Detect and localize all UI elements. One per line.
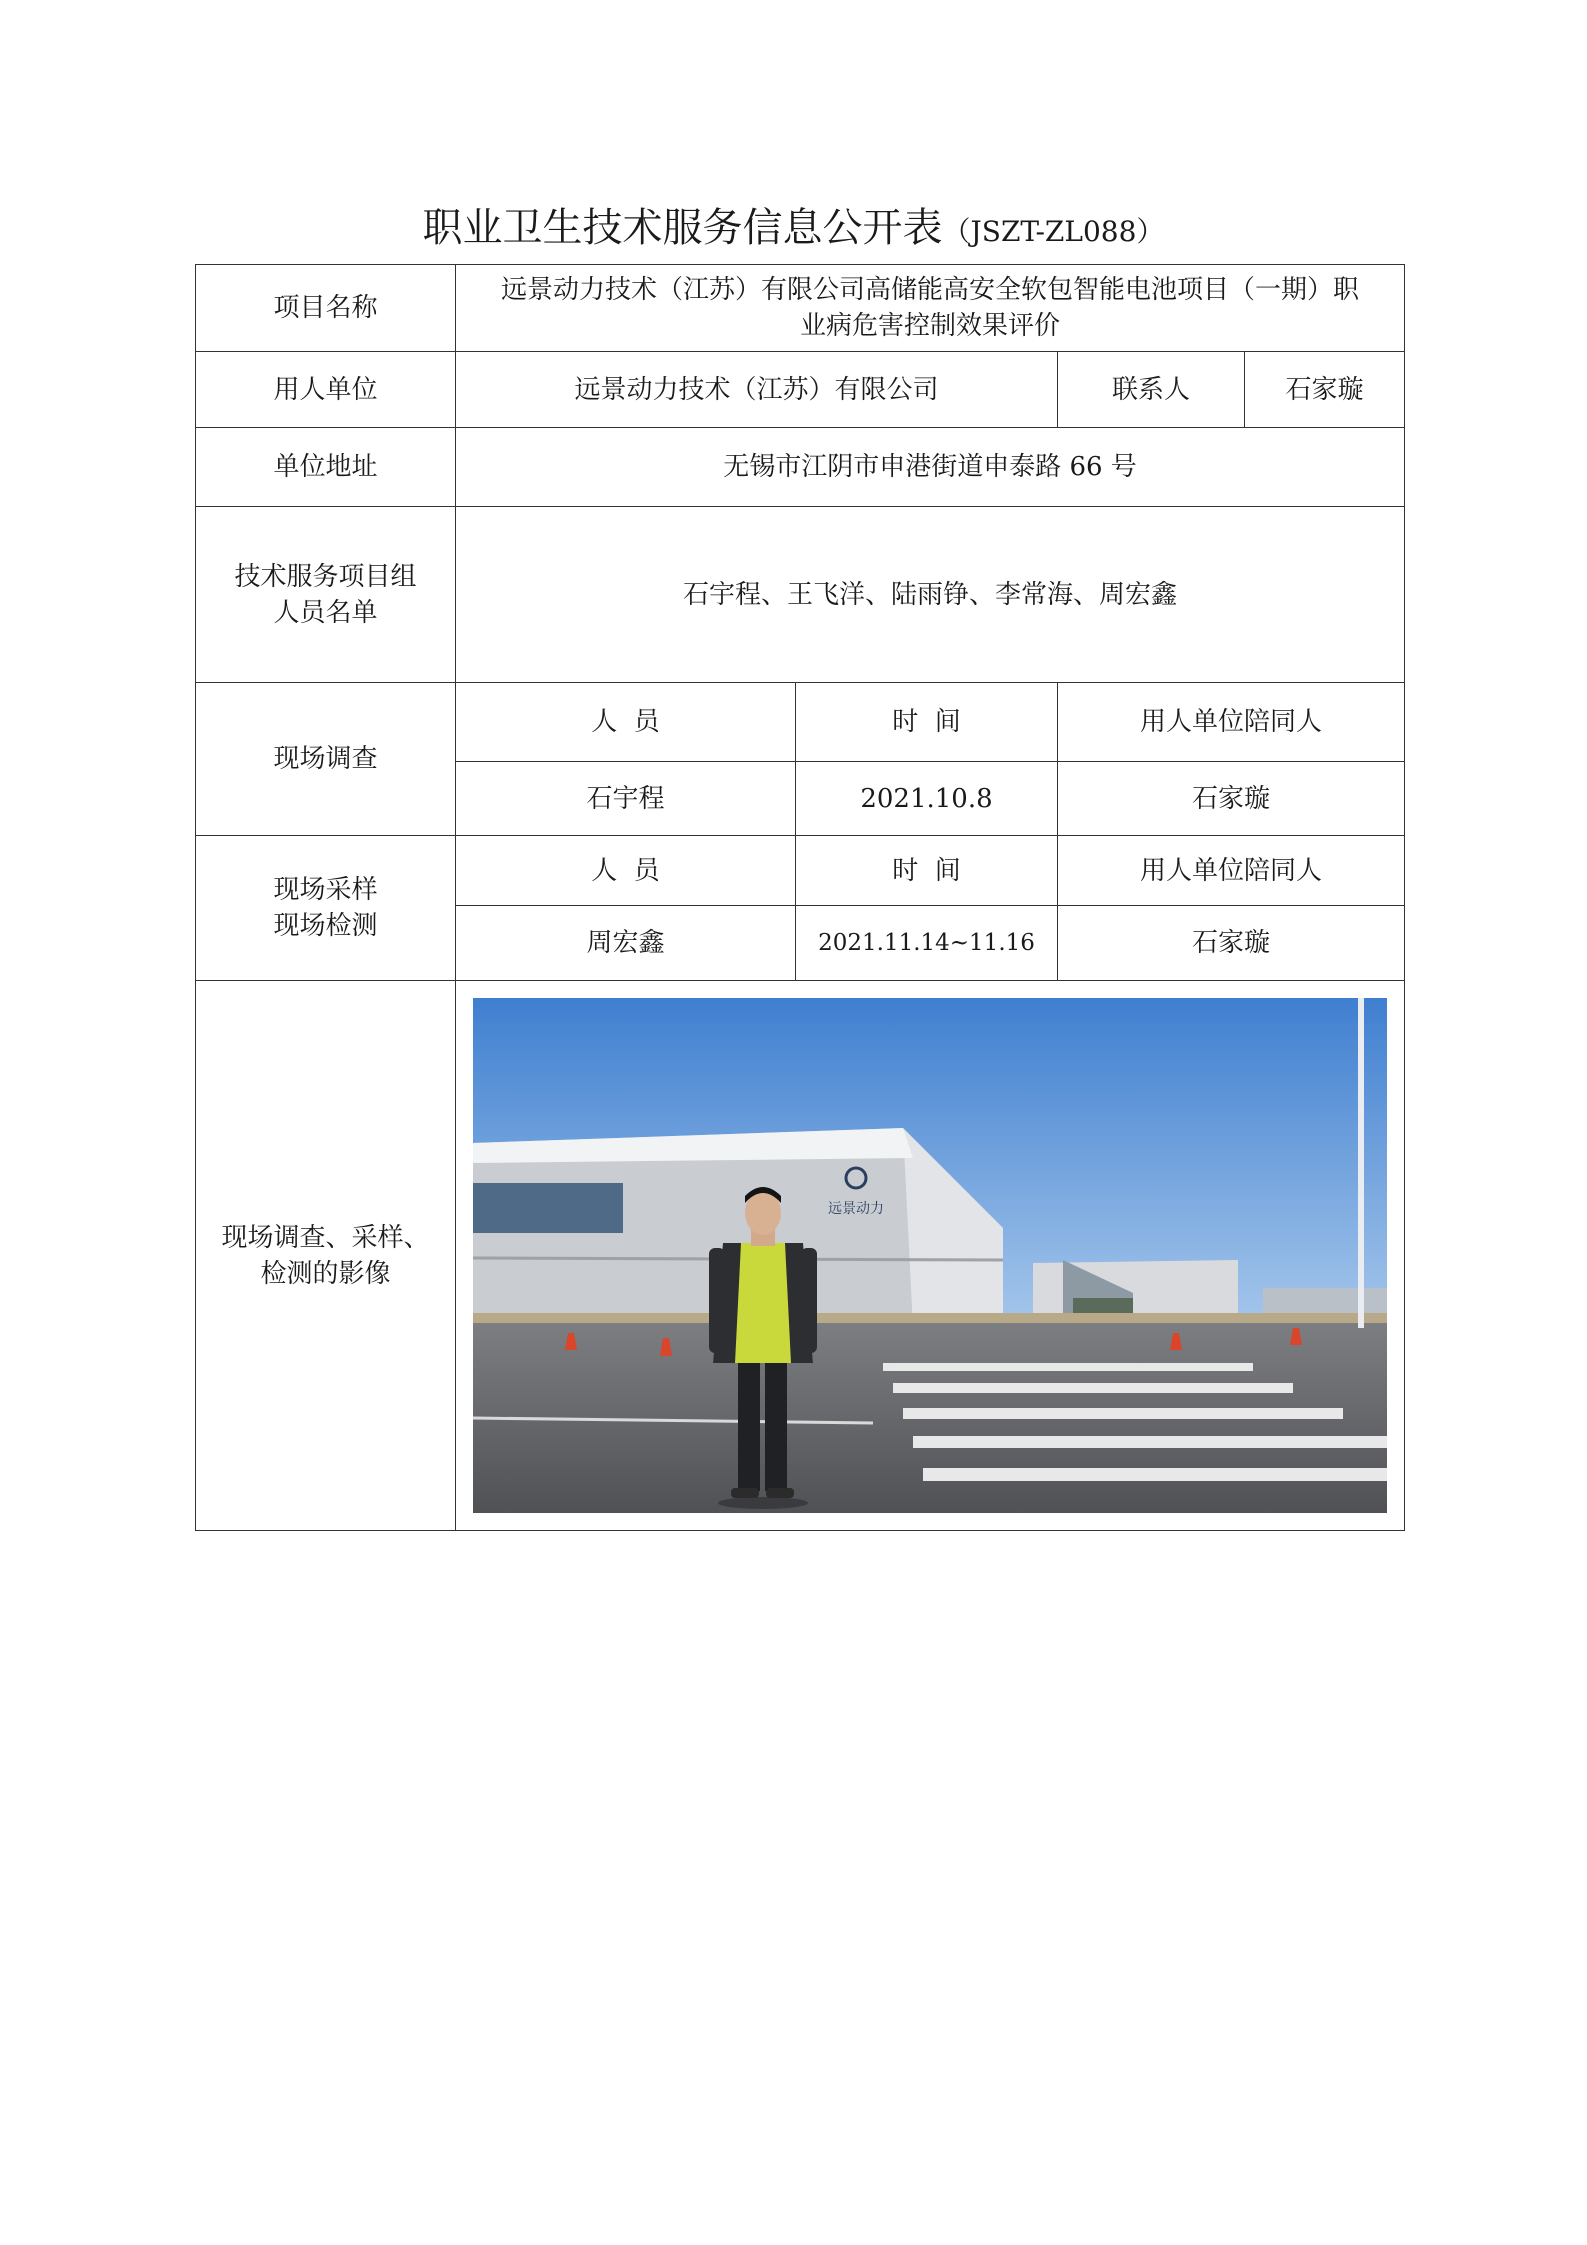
info-table (195, 264, 1405, 1531)
team-label-line1: 技术服务项目组 (234, 561, 417, 592)
photo-cell (456, 981, 1405, 1531)
project-name-line2: 业病危害控制效果评价 (800, 311, 1061, 341)
row-sampling-header (196, 836, 1405, 906)
site-photo-illustration (473, 998, 1387, 1513)
team-value: 石宇程、王飞洋、陆雨铮、李常海、周宏鑫 (456, 507, 1405, 683)
row-photo (196, 981, 1405, 1531)
contact-label: 联系人 (1058, 352, 1245, 428)
document-title (0, 198, 1587, 266)
photo-label (196, 981, 456, 1531)
sampling-person: 周宏鑫 (456, 906, 796, 981)
address-value: 无锡市江阴市申港街道申泰路 66 号 (456, 428, 1405, 507)
title-code: （JSZT-ZL088） (942, 215, 1165, 248)
survey-time: 2021.10.8 (796, 762, 1058, 836)
survey-label: 现场调查 (196, 683, 456, 836)
site-photo (473, 998, 1387, 1513)
sampling-time: 2021.11.14~11.16 (796, 906, 1058, 981)
contact-value: 石家璇 (1245, 352, 1405, 428)
address-label: 单位地址 (196, 428, 456, 507)
row-survey-header (196, 683, 1405, 762)
survey-escort: 石家璇 (1058, 762, 1405, 836)
survey-header-person: 人 员 (456, 683, 796, 762)
title-main: 职业卫生技术服务信息公开表 (422, 205, 943, 251)
sampling-header-time: 时 间 (796, 836, 1058, 906)
sampling-label-line2: 现场检测 (273, 911, 378, 941)
flagpole (1358, 998, 1364, 1328)
project-name-line1: 远景动力技术（江苏）有限公司高储能高安全软包智能电池项目（一期）职 (501, 275, 1360, 305)
sampling-header-escort: 用人单位陪同人 (1058, 836, 1405, 906)
factory-windows (473, 1183, 623, 1233)
photo-label-line1: 现场调查、采样、 (221, 1222, 430, 1253)
team-label-line2: 人员名单 (273, 597, 378, 628)
sampling-label-line1: 现场采样 (273, 875, 378, 905)
survey-header-escort: 用人单位陪同人 (1058, 683, 1405, 762)
row-project-name (196, 265, 1405, 352)
survey-header-time: 时 间 (796, 683, 1058, 762)
row-team (196, 507, 1405, 683)
photo-label-line2: 检测的影像 (260, 1258, 391, 1289)
sampling-header-person: 人 员 (456, 836, 796, 906)
row-address (196, 428, 1405, 507)
project-name-value (456, 265, 1405, 352)
survey-person: 石宇程 (456, 762, 796, 836)
employer-label: 用人单位 (196, 352, 456, 428)
row-employer (196, 352, 1405, 428)
employer-value: 远景动力技术（江苏）有限公司 (456, 352, 1058, 428)
sampling-escort: 石家璇 (1058, 906, 1405, 981)
factory-sign: 远景动力 (828, 1200, 884, 1216)
sampling-label (196, 836, 456, 981)
project-name-label: 项目名称 (196, 265, 456, 352)
team-label (196, 507, 456, 683)
